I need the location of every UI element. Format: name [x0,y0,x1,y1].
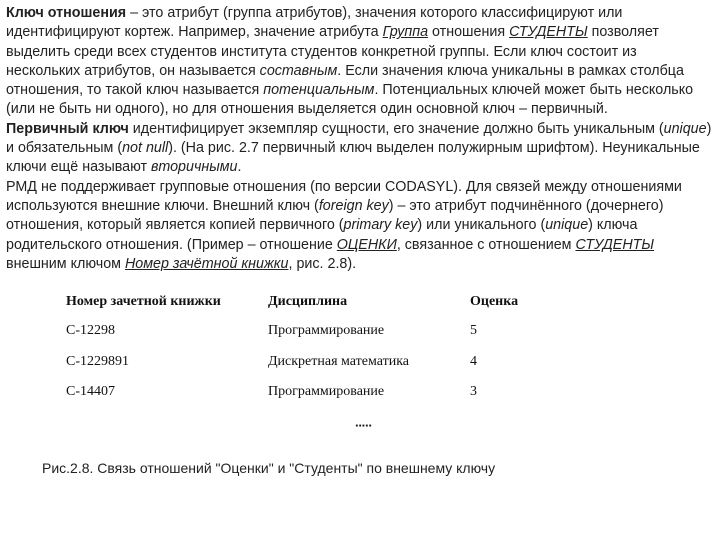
text-run: . Если значения ключа уникальны в рамках столбца отношения, то такой ключ называется [6,62,684,99]
term-primary-key-en: primary key [343,217,418,234]
term-not-null: not null [122,140,169,157]
body-text [6,4,714,274]
relation-grades: ОЦЕНКИ [336,236,397,253]
figure-caption: Рис.2.8. Связь отношений "Оценки" и "Студенты" по внешнему ключу [42,460,496,476]
attr-record-book: Номер зачётной книжки [124,255,289,272]
term-relation-key: Ключ отношения [6,5,127,21]
relation-students: СТУДЕНТЫ [509,24,588,41]
column-header: Оценка [470,294,519,309]
term-unique-en: unique [545,217,589,234]
table-cell: Программирование [268,323,385,338]
paragraph-primary-key [6,120,714,178]
text-run: ) – это атрибут подчинённого (дочернего) отношения, который является копией первичного ( [6,197,664,234]
text-run: – это атрибут (группа атрибутов), значения которого классифицируют или идентифицируют кортеж. Например, значение атрибута [6,5,623,41]
term-primary-key: Первичный ключ [6,120,129,137]
text-run: позволяет выделить среди всех студентов института студентов конкретной группы. Если ключ состоит из нескольких атрибутов, он называется [6,24,659,79]
text-run: , рис. 2.8). [288,255,357,272]
text-run: ) или уникального ( [417,217,546,234]
term-unique: unique [663,120,707,137]
text-run: . [237,159,242,176]
text-run: идентифицирует экземпляр сущности, его значение должно быть уникальным ( [128,120,664,137]
table-cell: С-14407 [66,384,115,399]
text-run: отношения [428,24,510,41]
text-run: внешним ключом [6,255,125,272]
table-cell: 4 [470,354,477,369]
table-continuation-dots: ····· [355,418,372,433]
paragraph-foreign-key [6,178,714,274]
column-header: Номер зачетной книжки [66,294,221,309]
text-run: РМД не поддерживает групповые отношения (по версии CODASYL). Для связей между отношениями используются внешние ключи. Внешний ключ ( [6,178,682,214]
text-run: , связанное с отношением [396,236,576,253]
table-cell: Дискретная математика [268,354,410,369]
term-secondary: вторичными [151,159,238,176]
term-composite: составным [259,62,338,79]
term-foreign-key: foreign key [318,197,389,214]
paragraph-key-definition [6,4,714,120]
text-run: . Потенциальных ключей может быть несколько (или не быть ни одного), но для отношения выделяется один основной ключ – первичный. [6,82,694,118]
relation-students-2: СТУДЕНТЫ [575,236,655,253]
table-cell: 3 [470,384,477,399]
table-cell: Программирование [268,384,385,399]
table-cell: С-1229891 [66,354,129,369]
column-header: Дисциплина [268,294,348,309]
table-cell: 5 [470,323,477,338]
text-run: ) и обязательным ( [6,120,712,157]
attr-group: Группа [382,24,429,41]
term-potential: потенциальным [263,82,375,99]
text-run: ) ключа родительского отношения. (Пример – отношение [6,217,638,253]
text-run: ). (На рис. 2.7 первичный ключ выделен полужирным шрифтом). Неуникальные ключи ещё называют [6,140,700,176]
table-cell: С-12298 [66,323,115,338]
